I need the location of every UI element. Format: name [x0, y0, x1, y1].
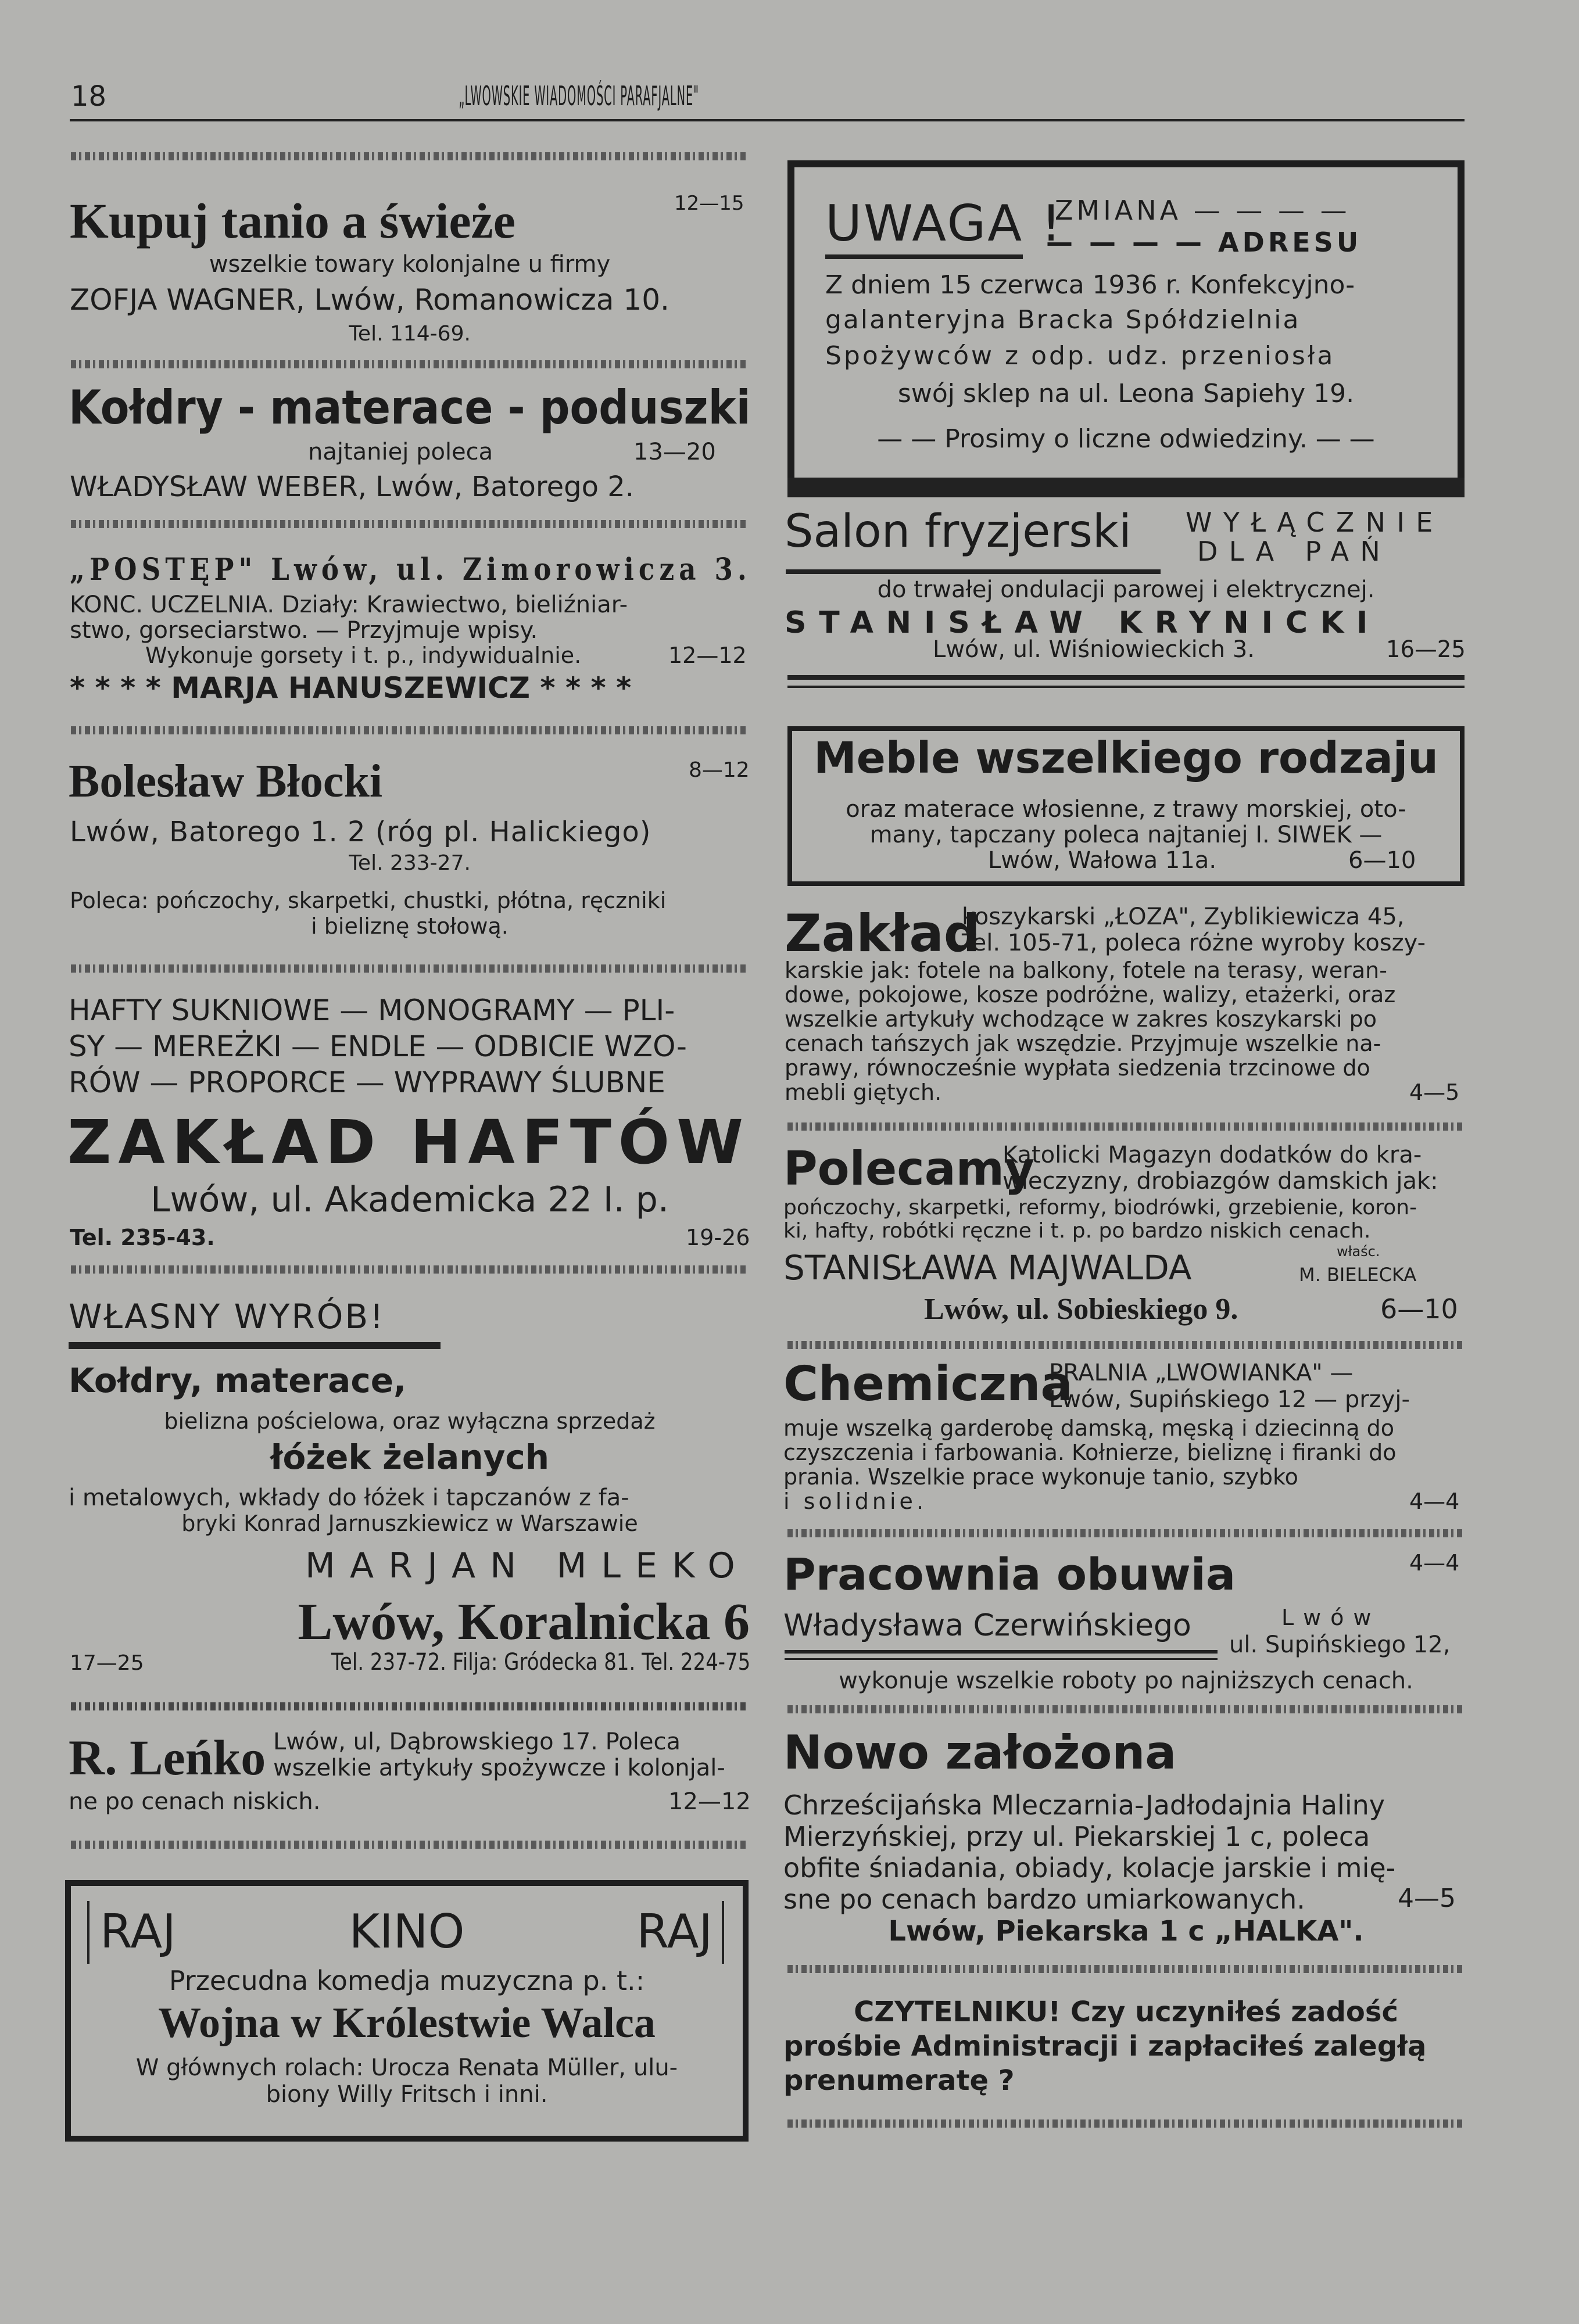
uwaga-line: swój sklep na ul. Leona Sapiehy 19. — [897, 379, 1355, 408]
uwaga-line: Z dniem 15 czerwca 1936 r. Konfekcyjno- — [825, 270, 1355, 300]
ad-chemiczna-line: i solidnie. — [783, 1489, 928, 1514]
ad-polecamy-address: Lwów, ul. Sobieskiego 9. — [924, 1293, 1238, 1326]
ad-lenko-line: Lwów, ul, Dąbrowskiego 17. Poleca — [273, 1728, 681, 1755]
uwaga-adresu: — — — — ADRESU — [1046, 227, 1362, 258]
ornament-divider — [71, 1841, 748, 1849]
ad-meble-line: many, tapczany poleca najtaniej I. SIWEK — — [869, 822, 1383, 848]
kino-raj-right: RAJ — [636, 1905, 712, 1959]
kino-raj-left: RAJ — [100, 1905, 176, 1959]
ornament-divider — [71, 360, 748, 368]
ad-blocki-line: Poleca: pończochy, skarpetki, chustki, płótna, ręczniki — [70, 888, 667, 913]
ad-koldry-code: 13—20 — [633, 439, 716, 465]
ad-hafty-line: RÓW — PROPORCE — WYPRAWY ŚLUBNE — [69, 1066, 665, 1099]
ad-mleko-tel: Tel. 237-72. Filja: Gródecka 81. Tel. 224-75 — [331, 1649, 751, 1676]
ad-nowo-line: Mierzyńskiej, przy ul. Piekarskiej 1 c, poleca — [783, 1821, 1370, 1852]
ad-postep-code: 12—12 — [668, 643, 747, 668]
kino-inner-line — [722, 1901, 724, 1964]
ad-hafty-title: ZAKŁAD HAFTÓW — [67, 1107, 750, 1178]
ad-zaklad-line: mebli giętych. — [785, 1079, 942, 1105]
ad-polecamy-line: pończochy, skarpetki, reformy, biodrówki, grzebienie, koron- — [783, 1196, 1417, 1220]
ad-koldry-line: najtaniej poleca — [308, 439, 493, 465]
kino-word: KINO — [349, 1905, 465, 1959]
ad-meble-title: Meble wszelkiego rodzaju — [814, 733, 1438, 783]
ornament-divider — [787, 1705, 1465, 1713]
ornament-divider — [787, 1341, 1465, 1349]
ad-nowo-line: sne po cenach bardzo umiarkowanych. — [783, 1884, 1305, 1915]
ad-postep-line: Wykonuje gorsety i t. p., indywidualnie. — [145, 643, 582, 668]
header-rule — [70, 119, 1465, 121]
ad-salon-name: STANISŁAW KRYNICKI — [785, 605, 1381, 640]
ad-pracownia-city: Lwów — [1281, 1605, 1381, 1630]
ad-polecamy-wlasc: właśc. — [1337, 1243, 1380, 1260]
uwaga-line: Spożywców z odp. udz. przeniosła — [825, 341, 1335, 371]
uwaga-underline — [825, 254, 1023, 259]
ad-chemiczna-line: prania. Wszelkie prace wykonuje tanio, szybko — [783, 1464, 1298, 1490]
ad-hafty-line: SY — MEREŻKI — ENDLE — ODBICIE WZO- — [69, 1030, 687, 1063]
ornament-divider — [71, 1265, 748, 1274]
pracownia-rule — [785, 1650, 1218, 1654]
ad-postep-title: „POSTĘP" Lwów, ul. Zimorowicza 3. — [70, 552, 751, 587]
ornament-divider — [71, 964, 748, 973]
ad-chemiczna-title: Chemiczna — [783, 1357, 1073, 1412]
ad-nowo-code: 4—5 — [1398, 1884, 1456, 1913]
ad-salon-code: 16—25 — [1386, 636, 1466, 663]
ad-pracownia-line: wykonuje wszelkie roboty po najniższych cenach. — [839, 1667, 1413, 1694]
salon-underline — [786, 569, 1161, 574]
ornament-divider — [71, 726, 748, 734]
ad-zaklad-line: karskie jak: fotele na balkony, fotele na terasy, weran- — [785, 957, 1387, 983]
ad-polecamy-line: wieczyzny, drobiazgów damskich jak: — [1002, 1168, 1438, 1195]
ad-blocki-code: 8—12 — [689, 758, 750, 782]
ornament-divider — [71, 520, 748, 528]
ad-hafty-tel: Tel. 235-43. — [70, 1225, 215, 1250]
ad-mleko-line: i metalowych, wkłady do łóżek i tapczanów z fa- — [69, 1484, 629, 1511]
ad-polecamy-line: ki, hafty, robótki ręczne i t. p. po bardzo niskich cenach. — [783, 1219, 1371, 1243]
ad-blocki-tel: Tel. 233-27. — [349, 851, 471, 875]
ornament-divider — [71, 1702, 748, 1710]
double-rule — [787, 675, 1465, 680]
ad-zaklad-line: prawy, równocześnie wypłata siedzenia trzcinowe do — [785, 1055, 1370, 1081]
ad-blocki-line: Lwów, Batorego 1. 2 (róg pl. Halickiego) — [70, 816, 651, 848]
ornament-divider — [787, 2119, 1465, 2128]
ad-postep-line: stwo, gorseciarstwo. — Przyjmuje wpisy. — [70, 617, 538, 644]
heading-underline — [69, 1342, 441, 1349]
ad-mleko-code: 17—25 — [70, 1651, 144, 1675]
ad-hafty-address: Lwów, ul. Akademicka 22 I. p. — [151, 1179, 669, 1220]
czytelniku-line: CZYTELNIKU! Czy uczyniłeś zadość — [854, 1996, 1398, 2028]
kino-inner-line — [87, 1901, 89, 1964]
ad-nowo-line: Chrześcijańska Mleczarnia-Jadłodajnia Haliny — [783, 1789, 1385, 1821]
uwaga-line: galanteryjna Bracka Spółdzielnia — [825, 305, 1301, 335]
ad-mleko-name: MARJAN MLEKO — [305, 1545, 750, 1586]
ad-hafty-code: 19-26 — [686, 1225, 750, 1250]
kino-line: biony Willy Fritsch i inni. — [266, 2081, 548, 2108]
ad-kupuj-line: ZOFJA WAGNER, Lwów, Romanowicza 10. — [70, 283, 669, 317]
ad-postep-line: KONC. UCZELNIA. Działy: Krawiectwo, bieliźniar- — [70, 591, 628, 618]
ad-pracownia-title: Pracownia obuwia — [783, 1548, 1236, 1600]
ad-mleko-heading: WŁASNY WYRÓB! — [69, 1297, 385, 1336]
ad-blocki-line: i bieliznę stołową. — [311, 913, 509, 939]
ad-salon-address: Lwów, ul. Wiśniowieckich 3. — [933, 636, 1255, 663]
ad-polecamy-name: STANISŁAWA MAJWALDA — [783, 1248, 1192, 1287]
ad-zaklad-line: dowe, pokojowe, kosze podróżne, walizy, etażerki, oraz — [785, 982, 1396, 1007]
ad-mleko-line: łóżek żelanych — [270, 1437, 550, 1477]
ad-meble-line: Lwów, Wałowa 11a. — [988, 847, 1217, 874]
czytelniku-line: prośbie Administracji i zapłaciłeś zaległą — [783, 2030, 1427, 2063]
ornament-divider — [787, 1122, 1465, 1131]
ad-zaklad-code: 4—5 — [1409, 1079, 1460, 1105]
ad-nowo-address: Lwów, Piekarska 1 c „HALKA". — [888, 1915, 1364, 1948]
ad-zaklad-line: cenach tańszych jak wszędzie. Przyjmuje wszelkie na- — [785, 1031, 1381, 1056]
ad-chemiczna-code: 4—4 — [1409, 1489, 1460, 1514]
ad-zaklad-title: Zakład — [785, 903, 980, 963]
ad-pracownia-code: 4—4 — [1409, 1550, 1460, 1576]
ad-salon-w2: DLA PAŃ — [1197, 536, 1392, 567]
ad-polecamy-owner: M. BIELECKA — [1299, 1264, 1417, 1286]
ad-nowo-line: obfite śniadania, obiady, kolacje jarskie i mię- — [783, 1852, 1396, 1884]
ad-polecamy-code: 6—10 — [1380, 1293, 1458, 1325]
ad-salon-w1: WYŁĄCZNIE — [1186, 507, 1444, 538]
ad-kupuj-title: Kupuj tanio a świeże — [70, 193, 515, 249]
ad-kupuj-line: wszelkie towary kolonjalne u firmy — [209, 251, 611, 278]
ad-nowo-title: Nowo założona — [783, 1726, 1177, 1780]
ad-mleko-address: Lwów, Koralnicka 6 — [298, 1593, 750, 1651]
ad-pracownia-name: Władysława Czerwińskiego — [783, 1608, 1191, 1643]
ad-meble-line: oraz materace włosienne, z trawy morskiej, oto- — [846, 796, 1406, 823]
uwaga-line: — — Prosimy o liczne odwiedziny. — — — [877, 424, 1375, 454]
ad-mleko-line: bielizna pościelowa, oraz wyłączna sprzedaż — [164, 1408, 656, 1434]
ad-mleko-line: bryki Konrad Jarnuszkiewicz w Warszawie — [181, 1511, 638, 1536]
kino-line: W głównych rolach: Urocza Renata Müller, ulu- — [135, 2054, 678, 2081]
ad-salon-title: Salon fryzjerski — [785, 505, 1132, 558]
ad-blocki-title: Bolesław Błocki — [69, 756, 383, 807]
ad-chemiczna-line: Lwów, Supińskiego 12 — przyj- — [1049, 1386, 1410, 1413]
ad-chemiczna-line: muje wszelką garderobę damską, męską i dziecinną do — [783, 1415, 1394, 1441]
czytelniku-line: prenumeratę ? — [783, 2064, 1015, 2097]
ad-lenko-line: wszelkie artykuły spożywcze i kolonjal- — [273, 1755, 725, 1781]
ad-zaklad-line: koszykarski „ŁOZA", Zyblikiewicza 45, — [962, 903, 1405, 930]
kino-line: Przecudna komedja muzyczna p. t.: — [169, 1965, 645, 1996]
ornament-divider — [71, 152, 748, 160]
ad-hafty-line: HAFTY SUKNIOWE — MONOGRAMY — PLI- — [69, 994, 675, 1027]
ad-polecamy-line: Katolicki Magazyn dodatków do kra- — [1002, 1142, 1422, 1168]
page-number: 18 — [71, 80, 107, 113]
ad-meble-code: 6—10 — [1348, 847, 1416, 874]
uwaga-bottom-band — [787, 478, 1465, 496]
ad-mleko-line: Kołdry, materace, — [69, 1361, 407, 1400]
ad-salon-line: do trwałej ondulacji parowej i elektrycznej. — [877, 576, 1375, 603]
uwaga-title: UWAGA ! — [825, 195, 1063, 253]
ad-zaklad-line: wszelkie artykuły wchodzące w zakres koszykarski po — [785, 1006, 1377, 1032]
ad-pracownia-street: ul. Supińskiego 12, — [1229, 1631, 1451, 1658]
ad-chemiczna-line: PRALNIA „LWOWIANKA" — — [1049, 1360, 1354, 1386]
ad-kupuj-tel: Tel. 114-69. — [349, 322, 471, 346]
ad-koldry-title: Kołdry - materace - poduszki — [69, 381, 751, 435]
ad-kupuj-code: 12—15 — [674, 192, 744, 215]
double-rule — [787, 686, 1465, 688]
running-title: „LWOWSKIE WIADOMOŚCI PARAFJALNE" — [459, 80, 699, 112]
ad-zaklad-line: Tel. 105-71, poleca różne wyroby koszy- — [962, 930, 1426, 956]
uwaga-zmiana: ZMIANA — — — — — [1055, 195, 1351, 226]
ad-chemiczna-line: czyszczenia i farbowania. Kołnierze, bieliznę i firanki do — [783, 1440, 1397, 1465]
pracownia-rule — [785, 1658, 1218, 1660]
ornament-divider — [787, 1529, 1465, 1537]
ad-lenko-code: 12—12 — [668, 1788, 751, 1815]
ad-postep-owner: * * * * MARJA HANUSZEWICZ * * * * — [70, 671, 632, 705]
ornament-divider — [787, 1965, 1465, 1973]
ad-lenko-name: R. Leńko — [69, 1730, 266, 1785]
ad-koldry-line: WŁADYSŁAW WEBER, Lwów, Batorego 2. — [70, 471, 634, 503]
ad-polecamy-title: Polecamy — [783, 1142, 1035, 1196]
ad-lenko-line: ne po cenach niskich. — [69, 1788, 321, 1815]
kino-film-title: Wojna w Królestwie Walca — [158, 1999, 656, 2047]
